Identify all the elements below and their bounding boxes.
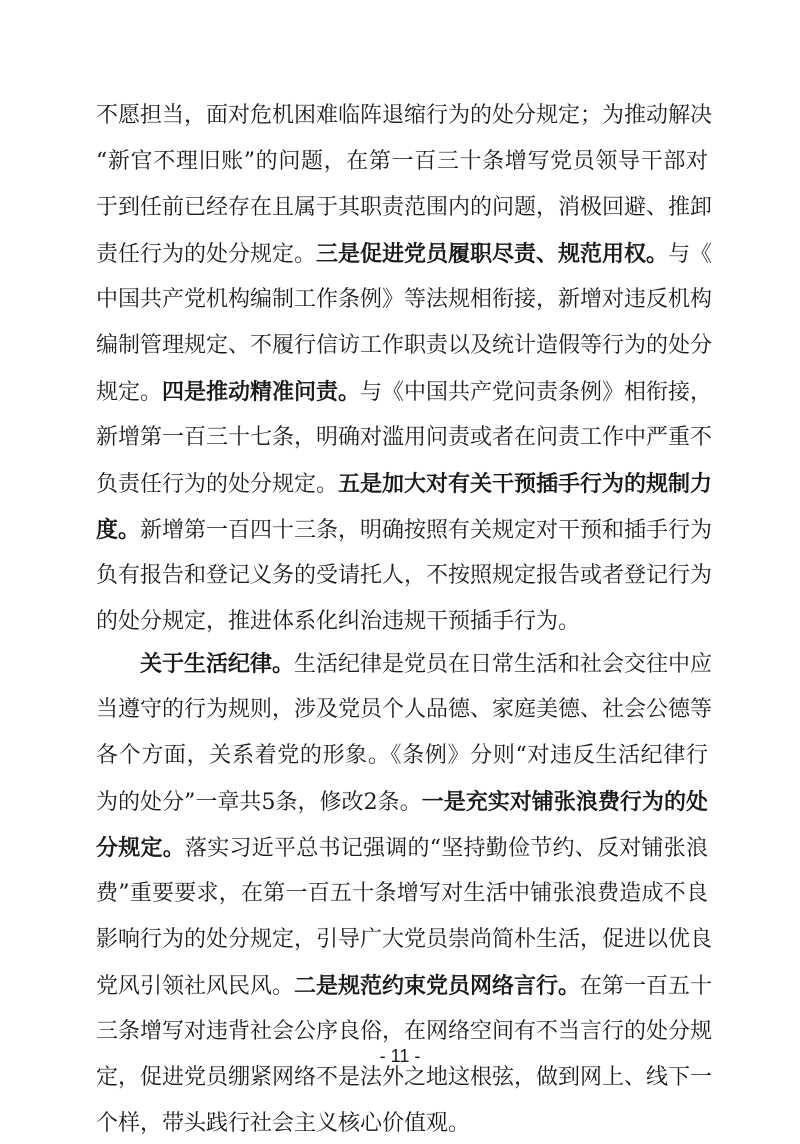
text-line <box>140 644 713 684</box>
text-run: 当遵守的行为规则，涉及党员个人品德、家庭美德、社会公德等 <box>96 697 713 722</box>
bold-text-run: 四是推动精准问责。 <box>162 379 361 405</box>
text-run: 中国共产党机构编制工作条例》等法规相衔接，新增对违反机构 <box>96 287 713 312</box>
bold-text-run: 分规定。 <box>96 835 185 861</box>
text-run: 费”重要要求，在第一百五十条增写对生活中铺张浪费造成不良 <box>96 881 708 906</box>
text-run: 各个方面，关系着党的形象。《条例》分则“对违反生活纪律行 <box>96 743 708 768</box>
text-run: 的处分规定，推进体系化纠治违规干预插手行为。 <box>96 609 581 634</box>
text-line <box>96 736 708 776</box>
text-run: 责任行为的处分规定。 <box>96 242 317 267</box>
bold-text-run: 度。 <box>96 517 141 543</box>
bold-text-run: 二是规范约束党员网络言行。 <box>294 973 581 999</box>
text-line <box>96 96 713 136</box>
text-run: 编制管理规定、不履行信访工作职责以及统计造假等行为的处分 <box>96 333 713 358</box>
text-run: 与《中国共产党问责条例》相衔接， <box>360 380 713 405</box>
text-run: 落实习近平总书记强调的“坚持勤俭节约、反对铺张浪 <box>185 836 708 861</box>
text-run: 党风引领社风民风。 <box>96 974 295 999</box>
text-line <box>96 556 713 596</box>
text-run: 规定。 <box>96 380 163 405</box>
text-run: 三条增写对违背社会公序良俗，在网络空间有不当言行的处分规 <box>96 1019 713 1044</box>
text-line <box>96 1104 708 1144</box>
text-run: 在第一百五十 <box>580 974 713 999</box>
text-run: 与《 <box>668 242 713 267</box>
text-line <box>96 280 713 320</box>
text-line <box>96 602 708 642</box>
text-run: 定，促进党员绷紧网络不是法外之地这根弦，做到网上、线下一 <box>96 1065 713 1090</box>
text-line <box>96 372 713 412</box>
text-line <box>96 142 708 182</box>
text-run: 生活纪律是党员在日常生活和社会交往中应 <box>294 652 713 677</box>
text-line <box>96 828 708 868</box>
bold-text-run: 关于生活纪律。 <box>140 651 295 677</box>
text-line <box>96 418 713 458</box>
text-line <box>96 782 708 822</box>
text-line <box>96 188 713 228</box>
bold-text-run: 三是促进党员履职尽责、规范用权。 <box>316 241 669 267</box>
text-line <box>96 966 713 1006</box>
text-run: 于到任前已经存在且属于其职责范围内的问题，消极回避、推卸 <box>96 195 713 220</box>
text-line <box>96 690 713 730</box>
bold-text-run: 五是加大对有关干预插手行为的规制力 <box>338 471 713 497</box>
text-run: 负有报告和登记义务的受请托人，不按照规定报告或者登记行为 <box>96 563 713 588</box>
text-run: 新增第一百三十七条，明确对滥用问责或者在问责工作中严重不 <box>96 425 713 450</box>
text-run: “新官不理旧账”的问题，在第一百三十条增写党员领导干部对 <box>96 149 708 174</box>
text-run: 不愿担当，面对危机困难临阵退缩行为的处分规定；为推动解决 <box>96 103 713 128</box>
page-number: - 11 - <box>379 1046 421 1066</box>
text-run: 负责任行为的处分规定。 <box>96 472 339 497</box>
text-run: 影响行为的处分规定，引导广大党员崇尚简朴生活，促进以优良 <box>96 927 713 952</box>
text-run: 为的处分”一章共5条，修改2条。 <box>96 790 422 815</box>
text-line <box>96 464 713 504</box>
text-line <box>96 920 713 960</box>
bold-text-run: 一是充实对铺张浪费行为的处 <box>421 789 708 815</box>
text-line <box>96 326 713 366</box>
text-line <box>96 510 713 550</box>
text-run: 个样，带头践行社会主义核心价值观。 <box>96 1111 471 1136</box>
text-line <box>96 874 708 914</box>
text-line <box>96 234 713 274</box>
text-run: 新增第一百四十三条，明确按照有关规定对干预和插手行为 <box>140 518 713 543</box>
